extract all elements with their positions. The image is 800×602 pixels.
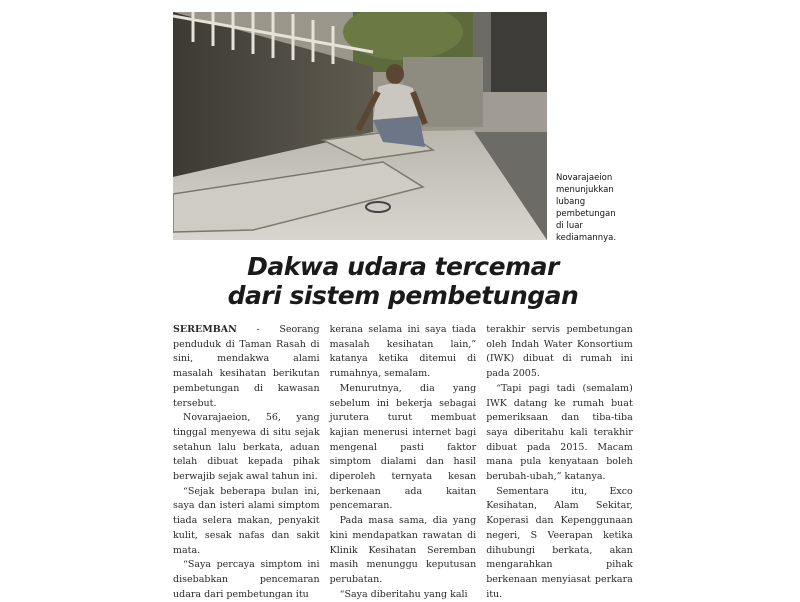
caption-line: pembetungan [556,209,616,219]
article-paragraph: “Sejak beberapa bulan ini, saya dan isteri alami simptom tiada selera makan, penyakit kulit, sesak nafas dan sakit mata. [173,485,320,556]
headline-line-1: Dakwa udara tercemar [247,252,559,281]
article-photo [173,12,547,240]
article-column-1 [173,323,320,600]
paragraph-text: - Seorang penduduk di Taman Rasah di sini, mendakwa alami masalah kesihatan berikutan pembetungan di kawasan tersebut. [173,324,320,409]
article-paragraph: “Saya percaya simptom ini disebabkan pencemaran udara dari pembetungan itu [173,559,320,600]
article-body [173,323,633,600]
article-paragraph: Novarajaeion, 56, yang tinggal menyewa di situ sejak setahun lalu berkata, aduan telah dibuat kepada pihak berwajib sejak awal tahun ini. [173,412,320,483]
headline-line-2: dari sistem pembetungan [227,281,579,310]
article-paragraph: terakhir servis pembetungan oleh Indah Water Konsortium (IWK) dibuat di rumah ini pada 2005. [486,324,633,380]
article-paragraph: “Tapi pagi tadi (semalam) IWK datang ke rumah buat pemeriksaan dan tiba-tiba saya diberitahu kali terakhir dibuat pada 2015. Macam mana pula kenyataan boleh berubah-ubah,” katanya. [486,382,633,483]
article-headline [173,252,633,310]
dateline: SEREMBAN [173,324,237,335]
photo-man-crouching-by-drain-icon [173,12,547,240]
caption-line: Novarajaeion [556,173,613,183]
caption-line: kediamannya. [556,233,617,243]
article-paragraph [173,323,320,411]
photo-caption [556,172,636,244]
article-column-3 [486,323,633,600]
article-paragraph: “Saya diberitahu yang kali [339,588,468,600]
caption-line: di luar [556,221,583,231]
caption-line: menunjukkan [556,185,614,195]
caption-line: lubang [556,197,586,207]
article-paragraph: Pada masa sama, dia yang kini mendapatkan rawatan di Klinik Kesihatan Seremban masih menunggu keputusan perubatan. [329,515,477,585]
article-column-2 [329,323,477,600]
article-paragraph: Sementara itu, Exco Kesihatan, Alam Sekitar, Koperasi dan Kepenggunaan negeri, S Veerapan ketika dihubungi berkata, akan mengarahkan pihak berkenaan menyiasat perkara itu. [486,485,633,600]
article-paragraph: Menurutnya, dia yang sebelum ini bekerja sebagai jurutera turut membuat kajian menerusi internet bagi mengenal pasti faktor simptom dialami dan hasil diperoleh ternyata kesan berkenaan ada kaitan pencemaran. [329,382,477,512]
article-paragraph: kerana selama ini saya tiada masalah kesihatan lain,” katanya ketika ditemui di rumahnya, semalam. [329,324,477,380]
